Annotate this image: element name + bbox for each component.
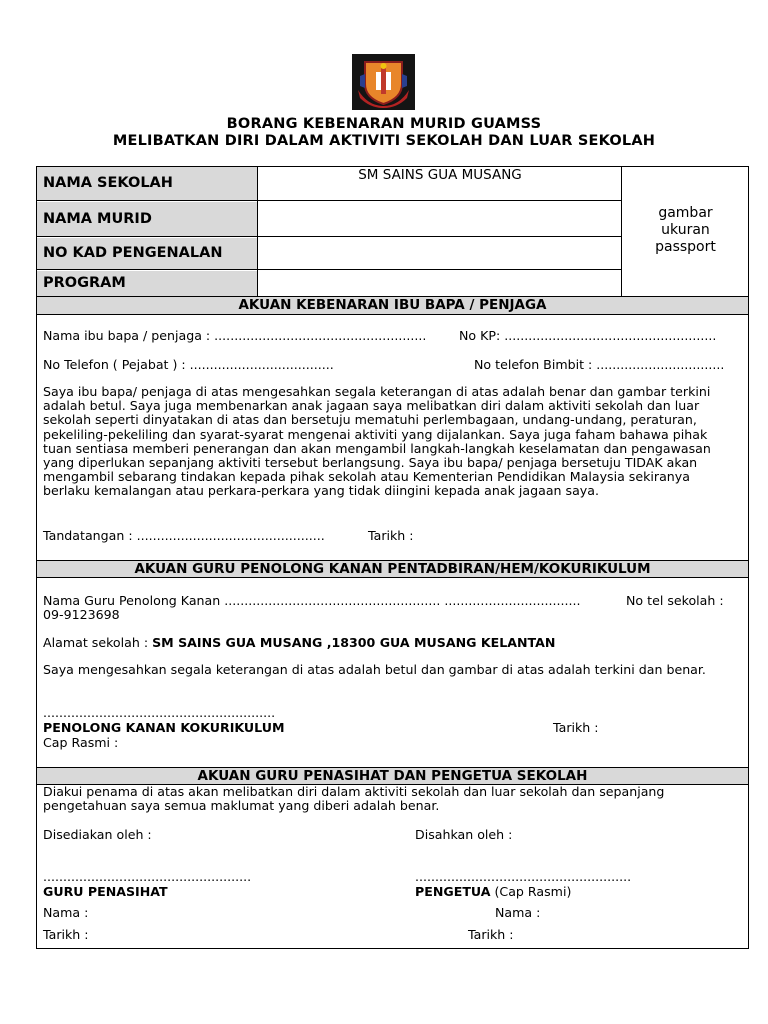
program-label: PROGRAM [37, 271, 257, 296]
school-tel-label: No tel sekolah : [626, 593, 724, 608]
school-name-value: SM SAINS GUA MUSANG [358, 167, 522, 183]
column-divider [257, 166, 258, 296]
photo-text: passport [655, 239, 716, 255]
advisor-signature-line[interactable]: .................................................... [43, 869, 252, 884]
assistant-signature-line[interactable]: .......................................................... [43, 705, 276, 720]
advisor-name-label: Nama : [43, 905, 89, 920]
parent-section-heading: AKUAN KEBENARAN IBU BAPA / PENJAGA [37, 297, 748, 314]
principal-signature-line[interactable]: ...................................................... [415, 869, 632, 884]
ic-number-field[interactable] [258, 238, 621, 269]
student-name-label: NAMA MURID [37, 202, 257, 236]
assistant-role: PENOLONG KANAN KOKURIKULUM [43, 720, 285, 735]
advisor-section-heading: AKUAN GURU PENASIHAT DAN PENGETUA SEKOLAH [37, 768, 748, 784]
declaration-line: sekolah seperti dinyatakan di atas dan bersetuju mematuhi perlembagaan, undang-undang, peraturan, [43, 412, 697, 428]
principal-role-note: (Cap Rasmi) [490, 884, 572, 899]
program-field[interactable] [258, 271, 621, 296]
office-phone-line[interactable]: No Telefon ( Pejabat ) : .................................... [43, 357, 334, 372]
assistant-section-heading: AKUAN GURU PENOLONG KANAN PENTADBIRAN/HEM/KOKURIKULUM [37, 561, 748, 577]
student-name-field[interactable] [258, 202, 621, 236]
row-divider [36, 269, 622, 270]
photo-text: ukuran [661, 222, 710, 238]
row-divider [36, 236, 622, 237]
mobile-phone-line[interactable]: No telefon Bimbit : ................................ [474, 357, 725, 372]
section-divider [36, 577, 749, 578]
section-divider [36, 314, 749, 315]
advisor-date-label: Tarikh : [43, 927, 89, 942]
advisor-declaration [43, 785, 743, 813]
school-crest-logo [352, 54, 415, 110]
assistant-confirmation: Saya mengesahkan segala keterangan di atas adalah betul dan gambar di atas adalah terkini dan benar. [43, 662, 706, 677]
ic-number-label: NO KAD PENGENALAN [37, 238, 257, 269]
school-address [43, 635, 555, 650]
parent-date-label: Tarikh : [368, 528, 414, 543]
principal-role [415, 884, 571, 899]
declaration-line: Saya ibu bapa/ penjaga di atas mengesahkan segala keterangan di atas adalah benar dan gambar terkini [43, 384, 711, 399]
official-stamp-label: Cap Rasmi : [43, 735, 119, 750]
row-divider [36, 200, 622, 201]
declaration-line: adalah betul. Saya juga membenarkan anak jagaan saya melibatkan diri dalam aktiviti sekolah dan luar [43, 398, 700, 414]
declaration-line: pekeliling-pekeliling dan syarat-syarat mengenai aktiviti yang dijalankan. Saya juga faham bahawa pihak [43, 426, 708, 442]
declaration-line: tuan sentiasa memberi penerangan dan akan mengambil langkah-langkah keselamatan dan pengawasan [43, 440, 711, 456]
approved-by-label: Disahkan oleh : [415, 827, 513, 842]
address-label: Alamat sekolah : [43, 635, 149, 650]
advisor-role: GURU PENASIHAT [43, 884, 168, 899]
declaration-line: yang diperlukan sepanjang aktiviti tersebut berlangsung. Saya ibu bapa/ penjaga bersetuju TIDAK akan [43, 455, 698, 471]
parent-nokp-line[interactable]: No KP: ..................................................... [459, 328, 717, 343]
parent-signature-line[interactable]: Tandatangan : ............................................... [43, 528, 325, 543]
assistant-date-label: Tarikh : [553, 720, 599, 735]
form-subtitle: MELIBATKAN DIRI DALAM AKTIVITI SEKOLAH DAN LUAR SEKOLAH [112, 133, 656, 149]
school-name-label: NAMA SEKOLAH [37, 167, 257, 200]
address-value: SM SAINS GUA MUSANG ,18300 GUA MUSANG KELANTAN [152, 635, 556, 650]
passport-photo-box [622, 205, 749, 256]
principal-date-label: Tarikh : [468, 927, 514, 942]
prepared-by-label: Disediakan oleh : [43, 827, 152, 842]
parent-name-line[interactable]: Nama ibu bapa / penjaga : ..................................................... [43, 328, 427, 343]
photo-text: gambar [658, 205, 713, 221]
parent-declaration [43, 385, 743, 499]
declaration-line: Diakui penama di atas akan melibatkan diri dalam aktiviti sekolah dan luar sekolah dan sepanjang [43, 784, 665, 799]
principal-name-label: Nama : [495, 905, 541, 920]
declaration-line: pengetahuan saya semua maklumat yang diberi adalah benar. [43, 798, 440, 814]
assistant-name-line[interactable]: Nama Guru Penolong Kanan ...................................................... .................................. [43, 593, 581, 608]
form-title: BORANG KEBENARAN MURID GUAMSS [226, 116, 542, 132]
principal-role-title: PENGETUA [415, 884, 491, 899]
declaration-line: berlaku kemalangan atau perkara-perkara yang tidak diingini kepada anak jagaan saya. [43, 483, 599, 499]
school-tel-value: 09-9123698 [43, 607, 120, 622]
declaration-line: mengambil sebarang tindakan kepada pihak sekolah atau Kementerian Pendidikan Malaysia sekiranya [43, 469, 690, 485]
